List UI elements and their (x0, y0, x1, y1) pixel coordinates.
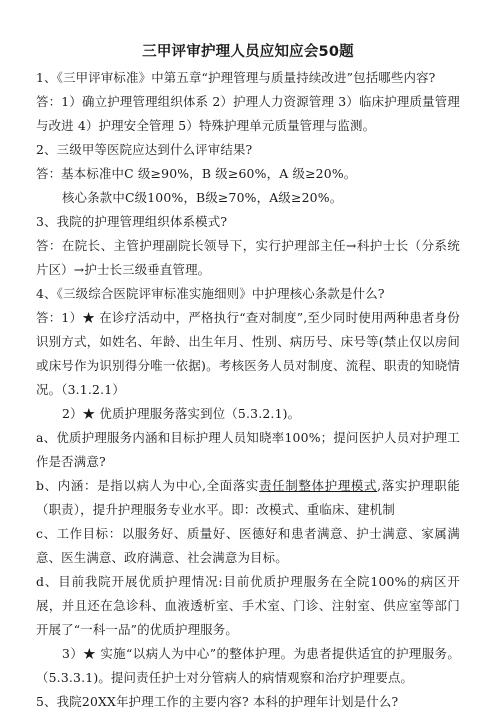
answer-1: 答：1）确立护理管理组织体系 2）护理人力资源管理 3）临床护理质量管理与改进 4）护理安全管理 5）特殊护理单元质量管理与监测。 (36, 94, 460, 133)
item-b-text-end: ,落实护理职能（职责），提升护理服务专业水平。即：改模式、重临床、建机制 (36, 478, 460, 517)
answer-4-item-2: 2）★ 优质护理服务落实到位（5.3.2.1)。 (62, 406, 301, 421)
question-4: 4、《三级综合医院评审标准实施细则》中护理核心条款是什么? (36, 286, 385, 301)
question-5: 5、我院20XX年护理工作的主要内容? 本科的护理年计划是什么? (36, 694, 399, 709)
item-c: c、工作目标：以服务好、质量好、医德好和患者满意、护士满意、家属满意、医生满意、政府满意、社会满意为目标。 (36, 526, 460, 565)
question-1: 1、《三甲评审标准》中第五章“护理管理与质量持续改进”包括哪些内容? (36, 70, 436, 85)
item-d: d、目前我院开展优质护理情况:目前优质护理服务在全院100%的病区开展，并且还在急诊科、血液透析室、手术室、门诊、注射室、供应室等部门开展了“一科一品”的优质护理服务。 (36, 574, 460, 637)
question-3: 3、我院的护理管理组织体系模式? (36, 214, 228, 229)
answer-4-item-3: 3）★ 实施“以病人为中心”的整体护理。为患者提供适宜的护理服务。（5.3.3.1)。提问责任护士对分管病人的病情观察和治疗护理要点。 (36, 646, 460, 685)
item-b (36, 474, 460, 522)
item-b-text-start: b、内涵：是指以病人为中心,全面落实 (36, 478, 260, 493)
answer-2-core: 核心条款中C级100%，B级≥70%，A级≥20%。 (62, 190, 343, 205)
item-a: a、优质护理服务内涵和目标护理人员知晓率100%；提问医护人员对护理工作是否满意? (36, 430, 460, 469)
answer-3: 答：在院长、主管护理副院长领导下，实行护理部主任→科护士长（分系统片区）→护士长三级垂直管理。 (36, 238, 460, 277)
question-2: 2、三级甲等医院应达到什么评审结果? (36, 142, 253, 157)
document-title: 三甲评审护理人员应知应会50题 (142, 44, 354, 60)
answer-2-basic: 答：基本标准中C 级≥90%，B 级≥60%，A 级≥20%。 (36, 166, 357, 181)
item-b-underlined-text: 责任制整体护理模式 (259, 478, 378, 493)
answer-4-item-1: 答：1）★ 在诊疗活动中，严格执行“查对制度”,至少同时使用两种患者身份识别方式，如姓名、年龄、出生年月、性别、病历号、床号等(禁止仅以房间或床号作为识别得分唯一依据)。考核医务人员对制度、流程、职责的知晓情况。（3.1.2.1） (36, 310, 460, 397)
